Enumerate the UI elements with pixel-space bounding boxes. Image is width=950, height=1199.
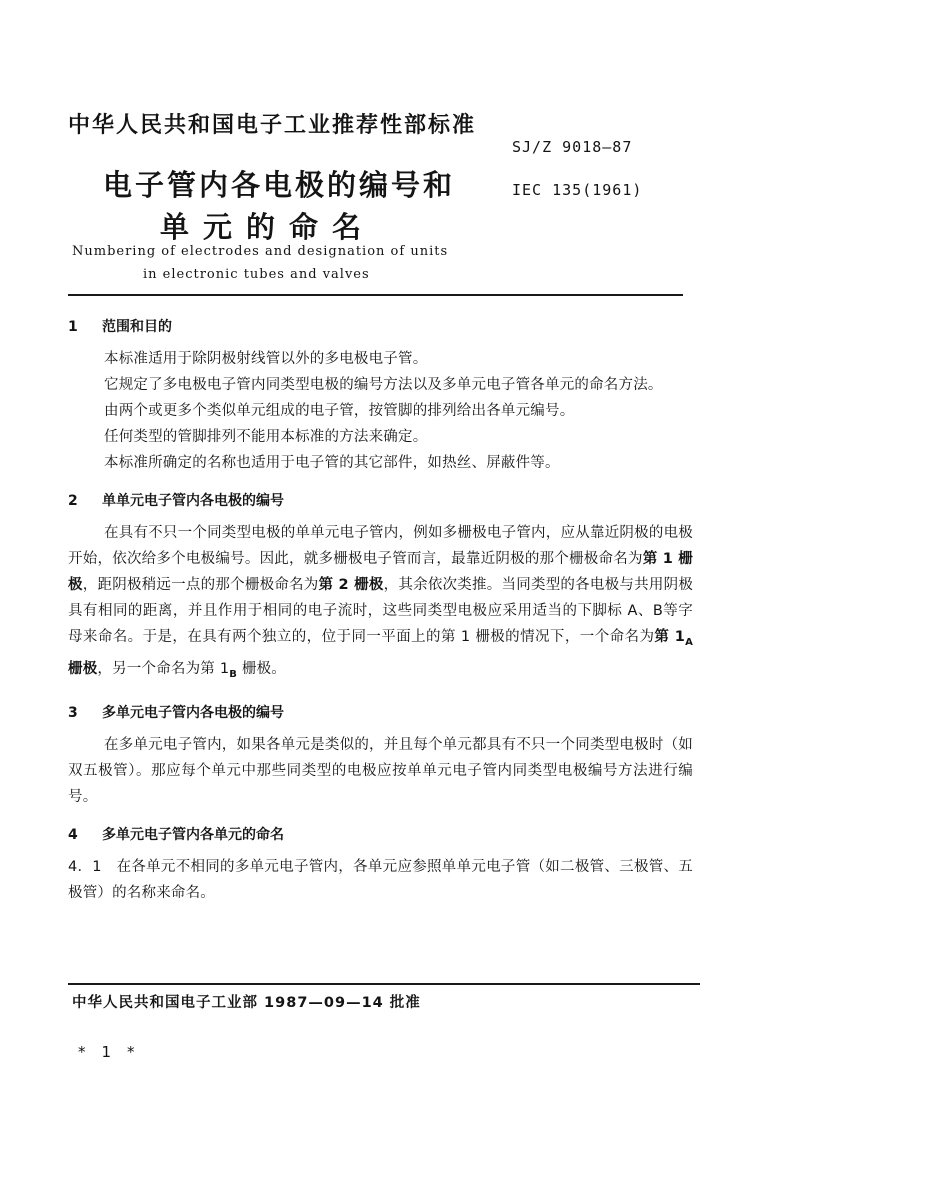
section-title: 范围和目的 (102, 319, 172, 335)
text-run: 栅极。 (237, 660, 286, 677)
paragraph: 它规定了多电极电子管内同类型电极的编号方法以及多单元电子管各单元的命名方法。 (104, 377, 663, 393)
paragraph: 由两个或更多个类似单元组成的电子管，按管脚的排列给出各单元编号。 (104, 403, 575, 419)
standard-code: SJ/Z 9018—87 (512, 138, 633, 156)
section-title: 单单元电子管内各电极的编号 (102, 493, 284, 509)
text-run: 栅极 (68, 660, 98, 677)
text-run: 在具有不只一个同类型电极的单单元电子管内，例如多栅极电子管内，应从靠近阴极的电极开始，依次给多个电极编号。因此，就多栅极电子管而言，最靠近阴极的那个栅极命名为 (68, 525, 693, 567)
paragraph: 4．1 在各单元不相同的多单元电子管内，各单元应参照单单元电子管（如二极管、三极管、五极管）的名称来命名。 (68, 858, 693, 901)
approval-statement: 中华人民共和国电子工业部 1987—09—14 批准 (72, 995, 421, 1011)
text-run: ，距阴极稍远一点的那个栅极命名为 (82, 577, 319, 593)
document-title-line2: 单元的命名 (160, 210, 376, 244)
page-number: *1* (78, 1043, 151, 1061)
text-run: ，其余依次类推。当同类型的各电极与共用阴极具有相同的距离，并且作用于相同的电子流时，这些同类型电极应采用适当的下脚标 A、B等字母来命名。于是，在具有两个独立的，位于同一平面上的第 1 栅极的情况下，一个命名为 (68, 577, 694, 645)
section-4-heading (68, 824, 693, 844)
section-number: 1 (68, 319, 78, 335)
english-title-line1: Numbering of electrodes and designation of units (72, 244, 449, 259)
term-grid-1: 第 1 栅极 (68, 551, 693, 593)
section-title: 多单元电子管内各单元的命名 (102, 826, 284, 843)
standard-issuing-body: 中华人民共和国电子工业推荐性部标准 (68, 113, 477, 138)
subscript-b: B (229, 668, 238, 680)
document-body (68, 316, 693, 906)
iec-reference-code: IEC 135(1961) (512, 181, 643, 199)
paragraph (68, 520, 693, 688)
paragraph: 任何类型的管脚排列不能用本标准的方法来确定。 (104, 429, 428, 445)
paragraph: 本标准适用于除阴极射线管以外的多电极电子管。 (104, 351, 428, 367)
header-divider (68, 294, 683, 296)
footer-divider (68, 983, 700, 985)
text-run: 第 1 (654, 629, 686, 645)
document-title-line1: 电子管内各电极的编号和 (103, 168, 456, 202)
subscript-a: A (685, 636, 694, 648)
section-number: 2 (68, 493, 78, 509)
text-run: ，另一个命名为第 1 (97, 660, 230, 677)
section-2-heading (68, 490, 693, 510)
section-number: 3 (68, 704, 78, 721)
section-title: 多单元电子管内各电极的编号 (102, 704, 284, 721)
section-number: 4 (68, 826, 78, 843)
paragraph: 本标准所确定的名称也适用于电子管的其它部件，如热丝、屏蔽件等。 (104, 455, 560, 471)
term-grid-2: 第 2 栅极 (318, 577, 384, 593)
section-3-heading (68, 702, 693, 722)
section-1-heading (68, 316, 693, 336)
paragraph: 在多单元电子管内，如果各单元是类似的，并且每个单元都具有不只一个同类型电极时（如双五极管）。那应每个单元中那些同类型的电极应按单单元电子管内同类型电极编号方法进行编号。 (68, 736, 693, 805)
english-title-line2: in electronic tubes and valves (143, 267, 370, 282)
